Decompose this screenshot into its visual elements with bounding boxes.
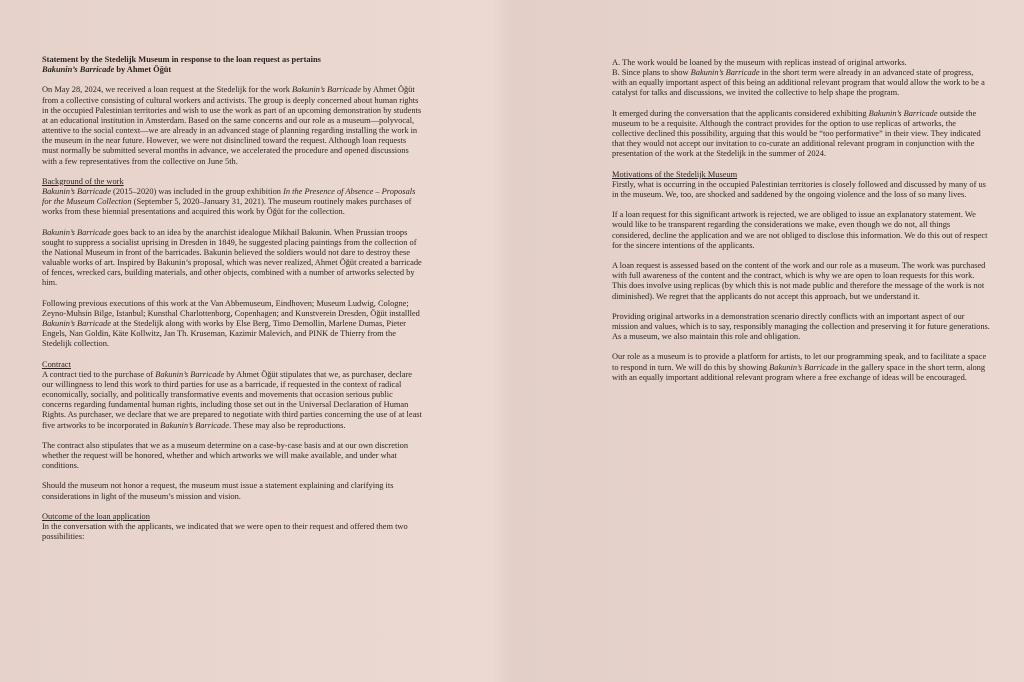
contract-section: Contract A contract tied to the purchase of Bakunin’s Barricade by Ahmet Öğüt stipulates that we, as purchaser, declare our willingness to lend this work to third parties for use as a barricade, if requested in the context of radical economically, socially, and politically transformative events and movements that occasion serious public concerns regarding fundamental human rights, including those set out in the Universal Declaration of Human Rights. As purchaser, we declare that we are prepared to negotiate with third parties concerning the use of at least five artworks to be incorporated in Bakunin’s Barricade. These may also be reproductions. [42,360,424,431]
document-title [42,55,424,75]
outcome-options [612,58,990,99]
background-paragraph-2: Bakunin’s Barricade goes back to an idea by the anarchist idealogue Mikhail Bakunin. When Prussian troops sought to suppress a socialist uprising in Dresden in 1849, he suggested placing paintings from the collection of the National Museum in front of the barricades. Bakunin believed the soldiers would not dare to destroy these valuable works of art. Inspired by Bakunin’s proposal, which was never realized, Ahmet Öğüt created a barricade of fences, wrecked cars, building materials, and other objects, combined with a number of artworks selected by him. [42,227,422,288]
contract-paragraph-2: The contract also stipulates that we as a museum determine on a case-by-case basis and at our own discretion whether the request will be honored, whether and which artworks we will make available, and under what conditions. [42,440,409,471]
title-line: Statement by the Stedelijk Museum in response to the loan request as pertains [42,55,321,64]
background-section: Background of the work Bakunin’s Barricade (2015–2020) was included in the group exhibition In the Presence of Absence – Proposals for the Museum Collection (September 5, 2020–January 31, 2021). The museum routinely makes purchases of works from these biennial presentations and acquired this work by Öğüt for the collection. [42,177,424,218]
motivations-paragraph-2: If a loan request for this significant artwork is rejected, we are obliged to issue an explanatory statement. We would like to be transparent regarding the considerations we make, even though we do not, all things considered, decline the application and we are not obliged to disclose this information. We do this out of respect for the sincere intentions of the applicants. [612,210,988,250]
intro-paragraph: On May 28, 2024, we received a loan request at the Stedelijk for the work Bakunin’s Barricade by Ahmet Öğüt from a collective consisting of cultural workers and activists. The group is deeply concerned about human rights in the occupied Palestinian territories and wish to use the work as part of an upcoming demonstration by students at an educational institution in Amsterdam. Based on the same concerns and our role as a museum—polyvocal, attentive to the social context—we are already in an advanced stage of planning regarding installing the work in the museum in the near future. However, we were not disinclined toward the request. Although loan requests must normally be submitted several months in advance, we accelerated the procedure and opened discussions with a few representatives from the collective on June 5th. [42,85,422,166]
outcome-paragraph-2: It emerged during the conversation that the applicants considered exhibiting Bakunin’s Barricade outside the museum to be a requisite. Although the contract provides for the option to use replicas of artworks, the collective declined this possibility, arguing that this would be “too performative” in their view. They indicated that they would not accept our invitation to co-curate an additional relevant program in conjunction with the presentation of the work at the Stedelijk in the summer of 2024. [612,108,981,159]
motivations-paragraph-4: Providing original artworks in a demonstration scenario directly conflicts with an important aspect of our mission and values, which is to say, responsibly managing the collection and preserving it for future generations. As a museum, we also maintain this role and obligation. [612,311,990,342]
outcome-heading: Outcome of the loan application [42,511,150,521]
left-column [42,55,424,553]
contract-paragraph-3: Should the museum not honor a request, the museum must issue a statement explaining and clarifying its considerations in light of the museum’s mission and vision. [42,481,394,501]
motivations-paragraph-5: Our role as a museum is to provide a platform for artists, to let our programming speak, and to facilitate a space to respond in turn. We will do this by showing Bakunin’s Barricade in the gallery space in the short term, along with an equally important additional relevant program where a free exchange of ideas will be encouraged. [612,352,987,382]
option-a: A. The work would be loaned by the museum with replicas instead of original artworks. [612,58,907,67]
right-column [612,58,990,393]
background-heading: Background of the work [42,176,124,186]
title-work: Bakunin’s Barricade [42,65,115,75]
motivations-heading: Motivations of the Stedelijk Museum [612,169,738,179]
motivations-paragraph-3: A loan request is assessed based on the content of the work and our role as a museum. The work was purchased with full awareness of the content and the contract, which is why we are open to loan requests for this work. This does involve using replicas (by which this is not made public and therefore the message of the work is not diminished). We regret that the applicants do not accept this approach, but we understand it. [612,261,986,301]
title-author: by Ahmet Öğüt [114,65,172,75]
background-paragraph-3: Following previous executions of this work at the Van Abbemuseum, Eindhoven; Museum Ludwig, Cologne; Zeyno-Muhsin Bilge, Istanbul; Kunsthal Charlottenborg, Copenhagen; and Kunstverein Dresden, Öğüt installled Bakunin’s Barricade at the Stedelijk along with works by Else Berg, Timo Demollin, Marlene Dumas, Pieter Engels, Nan Goldin, Käte Kollwitz, Jan Th. Kruseman, Kazimir Malevich, and PINK de Thierry from the Stedelijk collection. [42,298,420,349]
motivations-section: Motivations of the Stedelijk Museum Firstly, what is occurring in the occupied Palestinian territories is closely followed and discussed by many of us in the museum. We, too, are shocked and saddened by the ongoing violence and the loss of so many lives. [612,170,990,200]
outcome-section: Outcome of the loan application In the conversation with the applicants, we indicated that we were open to their request and offered them two possibilities: [42,512,424,542]
contract-heading: Contract [42,359,71,369]
option-b: B. Since plans to show Bakunin’s Barricade in the short term were already in an advanced state of progress, with an equally important aspect of this being an additional relevant program that would allow the work to be a catalyst for talks and discussions, we invited the collective to help shape the program. [612,68,985,98]
